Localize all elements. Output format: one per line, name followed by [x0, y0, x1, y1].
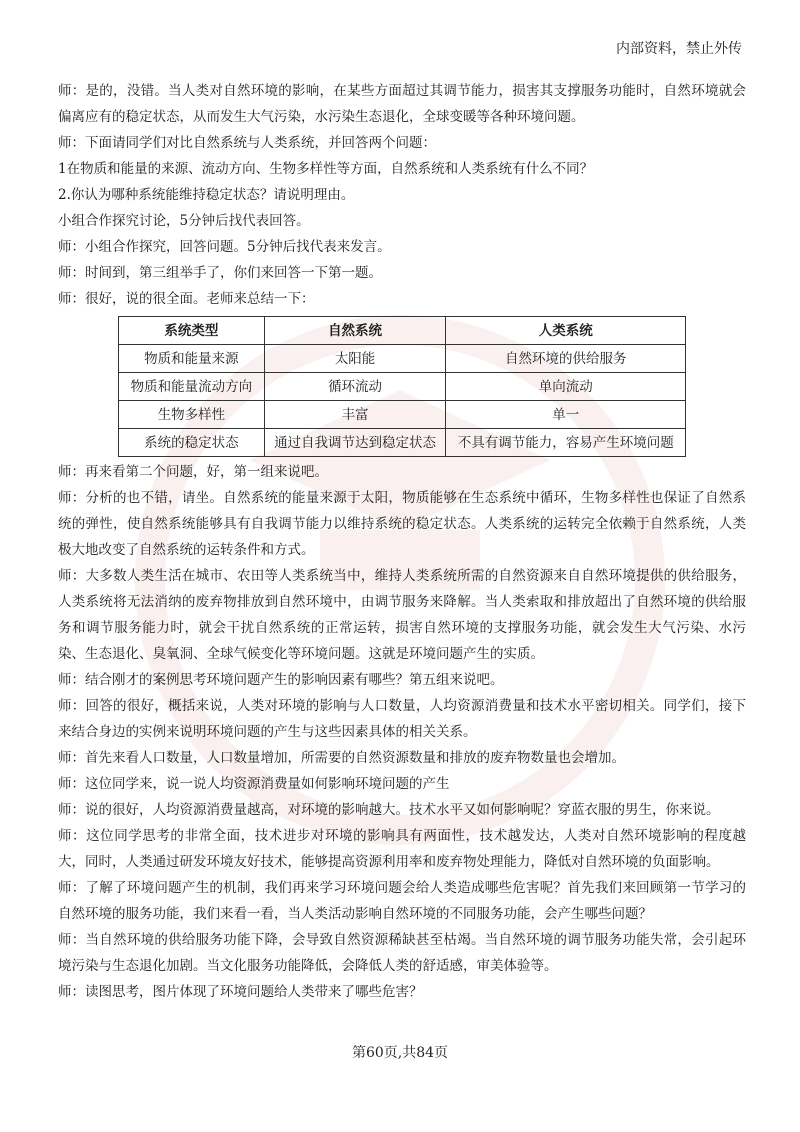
- paragraph: 师：大多数人类生活在城市、农田等人类系统当中，维持人类系统所需的自然资源来自自然环境提供的供给服务，人类系统将无法消纳的废弃物排放到自然环境中，由调节服务来降解。当人类索取和排放超出了自然环境的供给服务和调节服务能力时，就会干扰自然系统的正常运转，损害自然环境的支撑服务功能，就会发生大气污染、水污染、生态退化、臭氧洞、全球气候变化等环境问题。这就是环境问题产生的实质。: [58, 568, 746, 662]
- document-body: [58, 78, 746, 1005]
- paragraph: 师：首先来看人口数量，人口数量增加，所需要的自然资源数量和排放的废弃物数量也会增加。: [58, 750, 625, 766]
- paragraph: 师：很好，说的很全面。老师来总结一下：: [58, 291, 315, 307]
- table-row: [119, 401, 686, 429]
- table-cell: 单一: [446, 401, 686, 429]
- paragraph: 师：分析的也不错，请坐。自然系统的能量来源于太阳，物质能够在生态系统中循环，生物多样性也保证了自然系统的弹性，使自然系统能够具有自我调节能力以维持系统的稳定状态。人类系统的运转完全依赖于自然系统，人类极大地改变了自然系统的运转条件和方式。: [58, 490, 746, 558]
- table-cell: 循环流动: [264, 373, 446, 401]
- table-cell: 生物多样性: [119, 401, 265, 429]
- table-row: [119, 373, 686, 401]
- table-cell: 不具有调节能力，容易产生环境问题: [446, 429, 686, 457]
- paragraph: 师：了解了环境问题产生的机制，我们再来学习环境问题会给人类造成哪些危害呢？首先我们来回顾第一节学习的自然环境的服务功能，我们来看一看，当人类活动影响自然环境的不同服务功能，会产生哪些问题？: [58, 880, 746, 922]
- comparison-table: [118, 316, 686, 457]
- paragraph: 师：当自然环境的供给服务功能下降，会导致自然资源稀缺甚至枯竭。当自然环境的调节服务功能失常，会引起环境污染与生态退化加剧。当文化服务功能降低，会降低人类的舒适感，审美体验等。: [58, 932, 746, 974]
- table-cell: 物质和能量流动方向: [119, 373, 265, 401]
- table-cell: 太阳能: [264, 345, 446, 373]
- header-note: 内部资料，禁止外传: [616, 41, 742, 57]
- table-row: [119, 345, 686, 373]
- paragraph: 小组合作探究讨论，5分钟后找代表回答。: [58, 213, 310, 229]
- table-header-cell: 人类系统: [446, 317, 686, 345]
- page-number: 第60页,共84页: [351, 1045, 449, 1061]
- paragraph: 师：读图思考，图片体现了环境问题给人类带来了哪些危害？: [58, 984, 423, 1000]
- paragraph: 师：是的，没错。当人类对自然环境的影响，在某些方面超过其调节能力，损害其支撑服务功能时，自然环境就会偏离应有的稳定状态，从而发生大气污染，水污染生态退化，全球变暖等各种环境问题。: [58, 83, 746, 125]
- paragraph: 师：小组合作探究，回答问题。5分钟后找代表来发言。: [58, 239, 391, 255]
- table-header-cell: 系统类型: [119, 317, 265, 345]
- paragraph: 师：下面请同学们对比自然系统与人类系统，并回答两个问题：: [58, 135, 436, 151]
- table-cell: 物质和能量来源: [119, 345, 265, 373]
- paragraph: 师：这位同学思考的非常全面，技术进步对环境的影响具有两面性，技术越发达，人类对自然环境影响的程度越大，同时，人类通过研发环境友好技术，能够提高资源利用率和废弃物处理能力，降低对自然环境的负面影响。: [58, 828, 746, 870]
- table-row: [119, 429, 686, 457]
- table-cell: 自然环境的供给服务: [446, 345, 686, 373]
- table-header-cell: 自然系统: [264, 317, 446, 345]
- paragraph: 师：时间到，第三组举手了，你们来回答一下第一题。: [58, 265, 382, 281]
- table-cell: 单向流动: [446, 373, 686, 401]
- question-1: 1在物质和能量的来源、流动方向、生物多样性等方面，自然系统和人类系统有什么不同？: [58, 161, 594, 177]
- paragraph: 师：结合刚才的案例思考环境问题产生的影响因素有哪些？第五组来说吧。: [58, 672, 504, 688]
- question-2: 2.你认为哪种系统能维持稳定状态？请说明理由。: [58, 187, 355, 203]
- table-cell: 通过自我调节达到稳定状态: [264, 429, 446, 457]
- paragraph: 师：回答的很好，概括来说，人类对环境的影响与人口数量，人均资源消费量和技术水平密切相关。同学们，接下来结合身边的实例来说明环境问题的产生与这些因素具体的相关关系。: [58, 698, 746, 740]
- paragraph: 师：说的很好，人均资源消费量越高，对环境的影响越大。技术水平又如何影响呢？穿蓝衣服的男生，你来说。: [58, 802, 720, 818]
- table-cell: 丰富: [264, 401, 446, 429]
- table-header-row: [119, 317, 686, 345]
- table-cell: 系统的稳定状态: [119, 429, 265, 457]
- paragraph: 师：再来看第二个问题，好，第一组来说吧。: [58, 464, 328, 480]
- paragraph: 师：这位同学来，说一说人均资源消费量如何影响环境问题的产生: [58, 776, 450, 792]
